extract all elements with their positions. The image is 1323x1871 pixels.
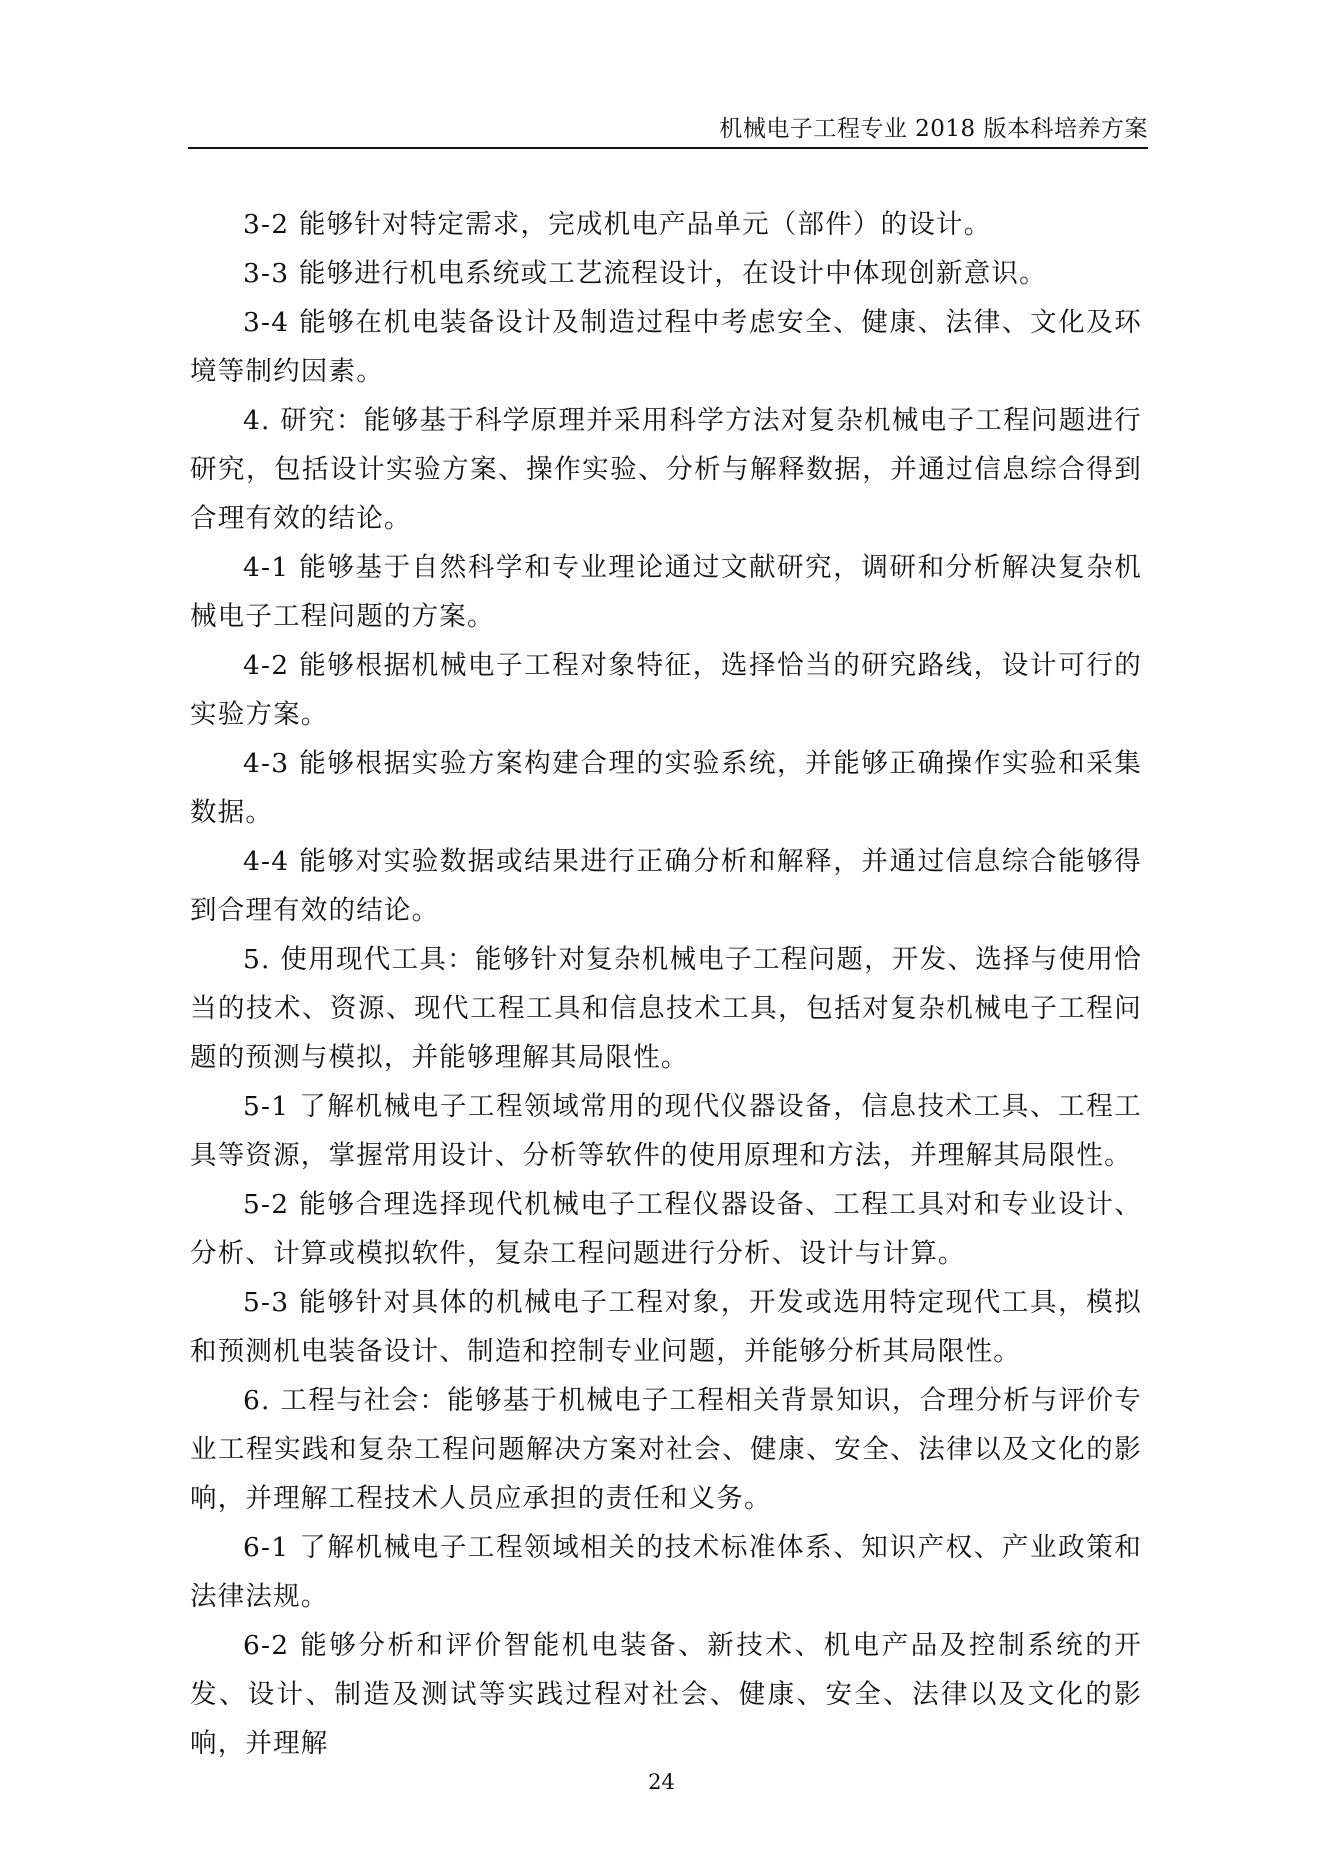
- paragraph-6-engineering-society: 6. 工程与社会：能够基于机械电子工程相关背景知识，合理分析与评价专业工程实践和复杂工程问题解决方案对社会、健康、安全、法律以及文化的影响，并理解工程技术人员应承担的责任和义务。: [190, 1385, 1142, 1514]
- paragraph-5-modern-tools: 5. 使用现代工具：能够针对复杂机械电子工程问题，开发、选择与使用恰当的技术、资源、现代工程工具和信息技术工具，包括对复杂机械电子工程问题的预测与模拟，并能够理解其局限性。: [190, 944, 1142, 1073]
- running-header: 机械电子工程专业 2018 版本科培养方案: [719, 116, 1148, 142]
- paragraph-5-1: 5-1 了解机械电子工程领域常用的现代仪器设备，信息技术工具、工程工具等资源，掌握常用设计、分析等软件的使用原理和方法，并理解其局限性。: [190, 1091, 1142, 1171]
- page-number: 24: [648, 1770, 675, 1794]
- paragraph-3-3: 3-3 能够进行机电系统或工艺流程设计，在设计中体现创新意识。: [243, 258, 1047, 289]
- body-text: [190, 200, 1142, 1768]
- header-rule: [188, 147, 1148, 149]
- paragraph-3-4: 3-4 能够在机电装备设计及制造过程中考虑安全、健康、法律、文化及环境等制约因素。: [190, 307, 1142, 387]
- paragraph-4-1: 4-1 能够基于自然科学和专业理论通过文献研究，调研和分析解决复杂机械电子工程问题的方案。: [190, 552, 1142, 632]
- paragraph-5-3: 5-3 能够针对具体的机械电子工程对象，开发或选用特定现代工具，模拟和预测机电装备设计、制造和控制专业问题，并能够分析其局限性。: [190, 1287, 1142, 1367]
- paragraph-3-2: 3-2 能够针对特定需求，完成机电产品单元（部件）的设计。: [243, 209, 992, 240]
- paragraph-4-research: 4. 研究：能够基于科学原理并采用科学方法对复杂机械电子工程问题进行研究，包括设计实验方案、操作实验、分析与解释数据，并通过信息综合得到合理有效的结论。: [190, 405, 1142, 534]
- paragraph-4-4: 4-4 能够对实验数据或结果进行正确分析和解释，并通过信息综合能够得到合理有效的结论。: [190, 846, 1142, 926]
- paragraph-6-1: 6-1 了解机械电子工程领域相关的技术标准体系、知识产权、产业政策和法律法规。: [190, 1532, 1142, 1612]
- paragraph-4-2: 4-2 能够根据机械电子工程对象特征，选择恰当的研究路线，设计可行的实验方案。: [190, 650, 1142, 730]
- paragraph-5-2: 5-2 能够合理选择现代机械电子工程仪器设备、工程工具对和专业设计、分析、计算或模拟软件，复杂工程问题进行分析、设计与计算。: [190, 1189, 1142, 1269]
- paragraph-4-3: 4-3 能够根据实验方案构建合理的实验系统，并能够正确操作实验和采集数据。: [190, 748, 1142, 828]
- paragraph-6-2: 6-2 能够分析和评价智能机电装备、新技术、机电产品及控制系统的开发、设计、制造及测试等实践过程对社会、健康、安全、法律以及文化的影响，并理解: [190, 1630, 1142, 1759]
